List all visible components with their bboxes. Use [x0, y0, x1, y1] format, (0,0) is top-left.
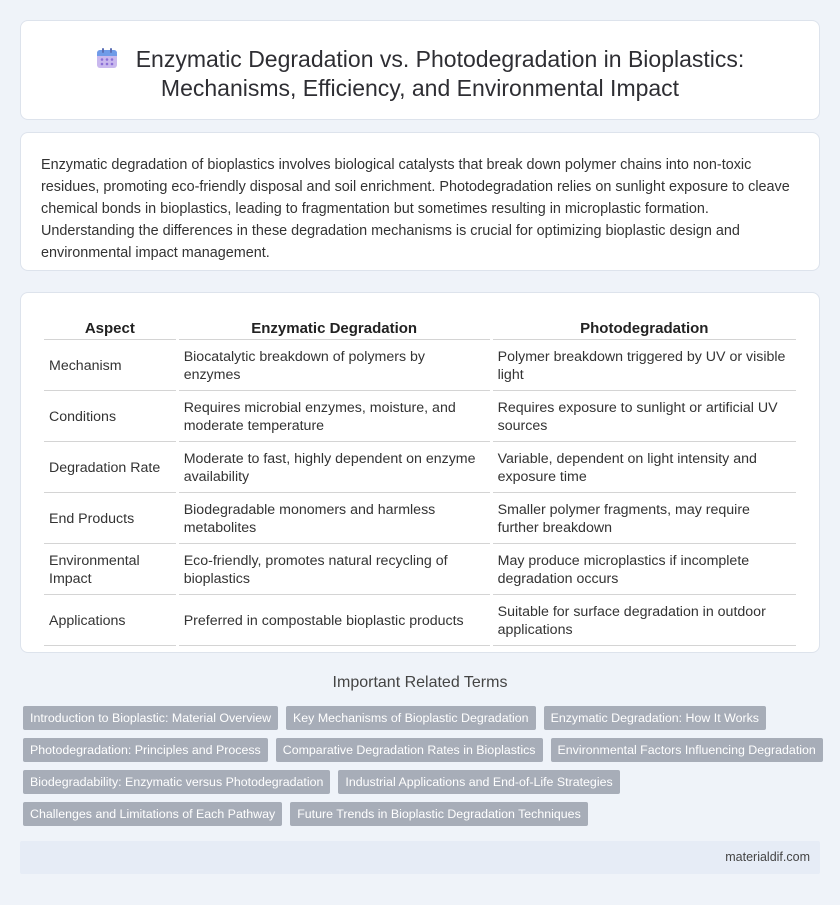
cell-aspect: Conditions: [44, 393, 176, 442]
cell-enzymatic: Biocatalytic breakdown of polymers by enzymes: [179, 342, 490, 391]
related-term-tag[interactable]: Enzymatic Degradation: How It Works: [544, 706, 766, 730]
footer: [20, 841, 820, 874]
tag-row: [23, 802, 823, 826]
cell-photodegradation: Polymer breakdown triggered by UV or visible light: [493, 342, 796, 391]
related-terms-list: [23, 706, 823, 834]
related-term-tag[interactable]: Challenges and Limitations of Each Pathway: [23, 802, 282, 826]
comparison-table-card: [20, 292, 820, 653]
cell-photodegradation: Smaller polymer fragments, may require further breakdown: [493, 495, 796, 544]
cell-enzymatic: Biodegradable monomers and harmless metabolites: [179, 495, 490, 544]
related-term-tag[interactable]: Photodegradation: Principles and Process: [23, 738, 268, 762]
related-term-tag[interactable]: Biodegradability: Enzymatic versus Photodegradation: [23, 770, 330, 794]
header-aspect: Aspect: [44, 317, 176, 340]
cell-aspect: Degradation Rate: [44, 444, 176, 493]
related-terms-heading: Important Related Terms: [332, 674, 508, 691]
tag-row: [23, 770, 823, 794]
title-card: [20, 20, 820, 120]
table-row: [44, 495, 796, 544]
cell-aspect: Mechanism: [44, 342, 176, 391]
table-header-row: [44, 317, 796, 340]
header-photodegradation: Photodegradation: [493, 317, 796, 340]
calendar-icon: [96, 47, 118, 69]
footer-site[interactable]: materialdif.com: [725, 850, 810, 864]
intro-paragraph: Enzymatic degradation of bioplastics involves biological catalysts that break down polymer chains into non-toxic residues, promoting eco-friendly disposal and soil enrichment. Photodegradation relies on sunlight exposure to cleave chemical bonds in bioplastics, leading to fragmentation but sometimes resulting in microplastic formation. Understanding the differences in these degradation mechanisms is crucial for optimizing bioplastic design and environmental impact management.: [41, 157, 790, 261]
related-term-tag[interactable]: Key Mechanisms of Bioplastic Degradation: [286, 706, 536, 730]
tag-row: [23, 706, 823, 730]
related-term-tag[interactable]: Environmental Factors Influencing Degradation: [551, 738, 823, 762]
cell-aspect: End Products: [44, 495, 176, 544]
table-row: [44, 444, 796, 493]
cell-enzymatic: Preferred in compostable bioplastic products: [179, 597, 490, 646]
page-title-wrap: [21, 45, 819, 103]
intro-card: [20, 132, 820, 271]
related-term-tag[interactable]: Comparative Degradation Rates in Bioplastics: [276, 738, 543, 762]
cell-aspect: Environmental Impact: [44, 546, 176, 595]
header-enzymatic: Enzymatic Degradation: [179, 317, 490, 340]
cell-aspect: Applications: [44, 597, 176, 646]
cell-enzymatic: Moderate to fast, highly dependent on enzyme availability: [179, 444, 490, 493]
comparison-table: [41, 315, 799, 648]
page-title: Enzymatic Degradation vs. Photodegradation in Bioplastics: Mechanisms, Efficiency, and Environmental Impact: [135, 46, 745, 101]
cell-photodegradation: Variable, dependent on light intensity and exposure time: [493, 444, 796, 493]
tag-row: [23, 738, 823, 762]
related-term-tag[interactable]: Future Trends in Bioplastic Degradation Techniques: [290, 802, 588, 826]
cell-enzymatic: Requires microbial enzymes, moisture, and moderate temperature: [179, 393, 490, 442]
related-term-tag[interactable]: Industrial Applications and End-of-Life Strategies: [338, 770, 619, 794]
table-row: [44, 597, 796, 646]
cell-photodegradation: May produce microplastics if incomplete degradation occurs: [493, 546, 796, 595]
cell-photodegradation: Suitable for surface degradation in outdoor applications: [493, 597, 796, 646]
cell-enzymatic: Eco-friendly, promotes natural recycling of bioplastics: [179, 546, 490, 595]
related-term-tag[interactable]: Introduction to Bioplastic: Material Overview: [23, 706, 278, 730]
table-row: [44, 342, 796, 391]
table-row: [44, 546, 796, 595]
table-row: [44, 393, 796, 442]
cell-photodegradation: Requires exposure to sunlight or artificial UV sources: [493, 393, 796, 442]
